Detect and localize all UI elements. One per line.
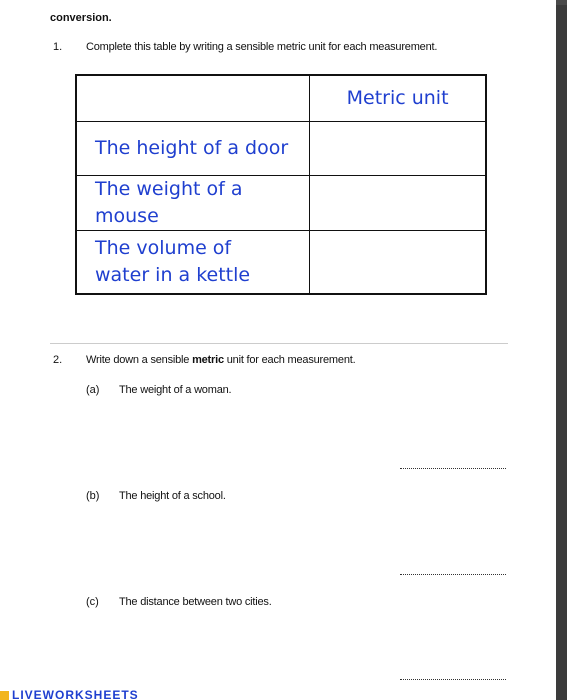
logo-square-icon xyxy=(0,691,9,700)
answer-line-b[interactable] xyxy=(400,574,506,575)
measurement-label-mouse: The weight of a mouse xyxy=(76,175,310,230)
answer-cell-kettle[interactable] xyxy=(310,230,486,294)
part-b-letter: (b) xyxy=(86,490,100,502)
part-b-text: The height of a school. xyxy=(119,490,226,502)
answer-cell-mouse[interactable] xyxy=(310,175,486,230)
table-row xyxy=(76,121,486,175)
answer-cell-door[interactable] xyxy=(310,121,486,175)
question-2-text: Write down a sensible metric unit for each measurement. xyxy=(86,354,356,366)
metric-unit-table xyxy=(75,74,487,295)
question-1-number: 1. xyxy=(53,41,63,53)
table-header-metric-unit: Metric unit xyxy=(310,75,486,121)
table-row xyxy=(76,175,486,230)
answer-line-c[interactable] xyxy=(400,679,506,680)
section-divider xyxy=(50,343,508,344)
table-header-row xyxy=(76,75,486,121)
part-a-letter: (a) xyxy=(86,384,100,396)
measurement-label-door: The height of a door xyxy=(76,121,310,175)
part-c-text: The distance between two cities. xyxy=(119,596,272,608)
answer-line-a[interactable] xyxy=(400,468,506,469)
section-heading: conversion. xyxy=(50,12,112,24)
table-header-blank-cell xyxy=(76,75,310,121)
liveworksheets-logo: LIVEWORKSHEETS xyxy=(0,688,139,700)
question-1-text: Complete this table by writing a sensible metric unit for each measurement. xyxy=(86,41,438,53)
part-c-letter: (c) xyxy=(86,596,99,608)
measurement-label-kettle: The volume of water in a kettle xyxy=(76,230,310,294)
part-a-text: The weight of a woman. xyxy=(119,384,232,396)
table-row xyxy=(76,230,486,294)
question-2-number: 2. xyxy=(53,354,63,366)
